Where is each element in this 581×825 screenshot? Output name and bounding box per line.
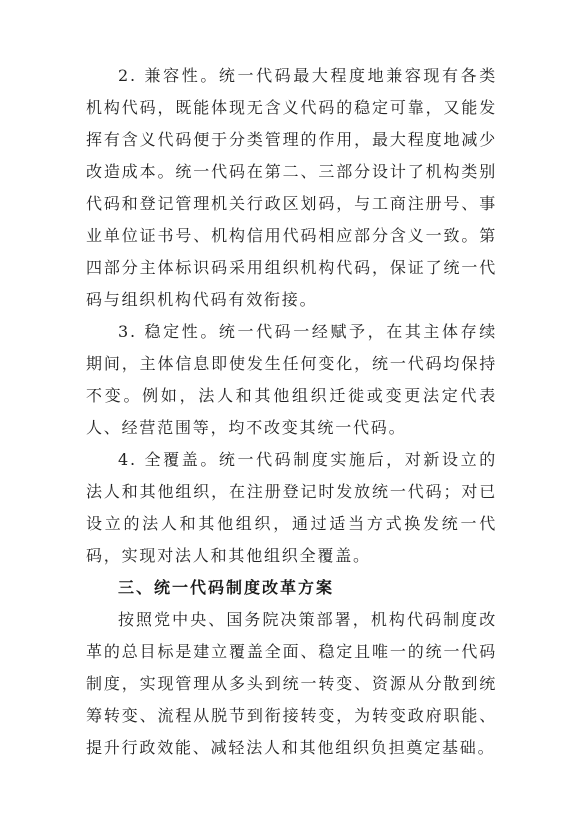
section-heading: 三、统一代码制度改革方案 <box>118 578 335 597</box>
paragraph-reform-goal: 按照党中央、国务院决策部署，机构代码制度改革的总目标是建立覆盖全面、稳定且唯一的统一代码制度，实现管理从多头到统一转变、资源从分散到统筹转变、流程从脱节到衔接转变，为转变政府职能、提升行政效能、减轻法人和其他组织负担奠定基础。 <box>86 610 497 757</box>
paragraph-compatibility: 2. 兼容性。统一代码最大程度地兼容现有各类机构代码，既能体现无含义代码的稳定可靠，又能发挥有含义代码便于分类管理的作用，最大程度地减少改造成本。统一代码在第二、三部分设计了机构类别代码和登记管理机关行政区划码，与工商注册号、事业单位证书号、机构信用代码相应部分含义一致。第四部分主体标识码采用组织机构代码，保证了统一代码与组织机构代码有效衔接。 <box>86 66 497 309</box>
document-body <box>86 60 497 764</box>
paragraph-stability: 3. 稳定性。统一代码一经赋予，在其主体存续期间，主体信息即使发生任何变化，统一代码均保持不变。例如，法人和其他组织迁徙或变更法定代表人、经营范围等，均不改变其统一代码。 <box>86 322 497 437</box>
paragraph-full-coverage: 4. 全覆盖。统一代码制度实施后，对新设立的法人和其他组织，在注册登记时发放统一代码；对已设立的法人和其他组织，通过适当方式换发统一代码，实现对法人和其他组织全覆盖。 <box>86 450 497 565</box>
